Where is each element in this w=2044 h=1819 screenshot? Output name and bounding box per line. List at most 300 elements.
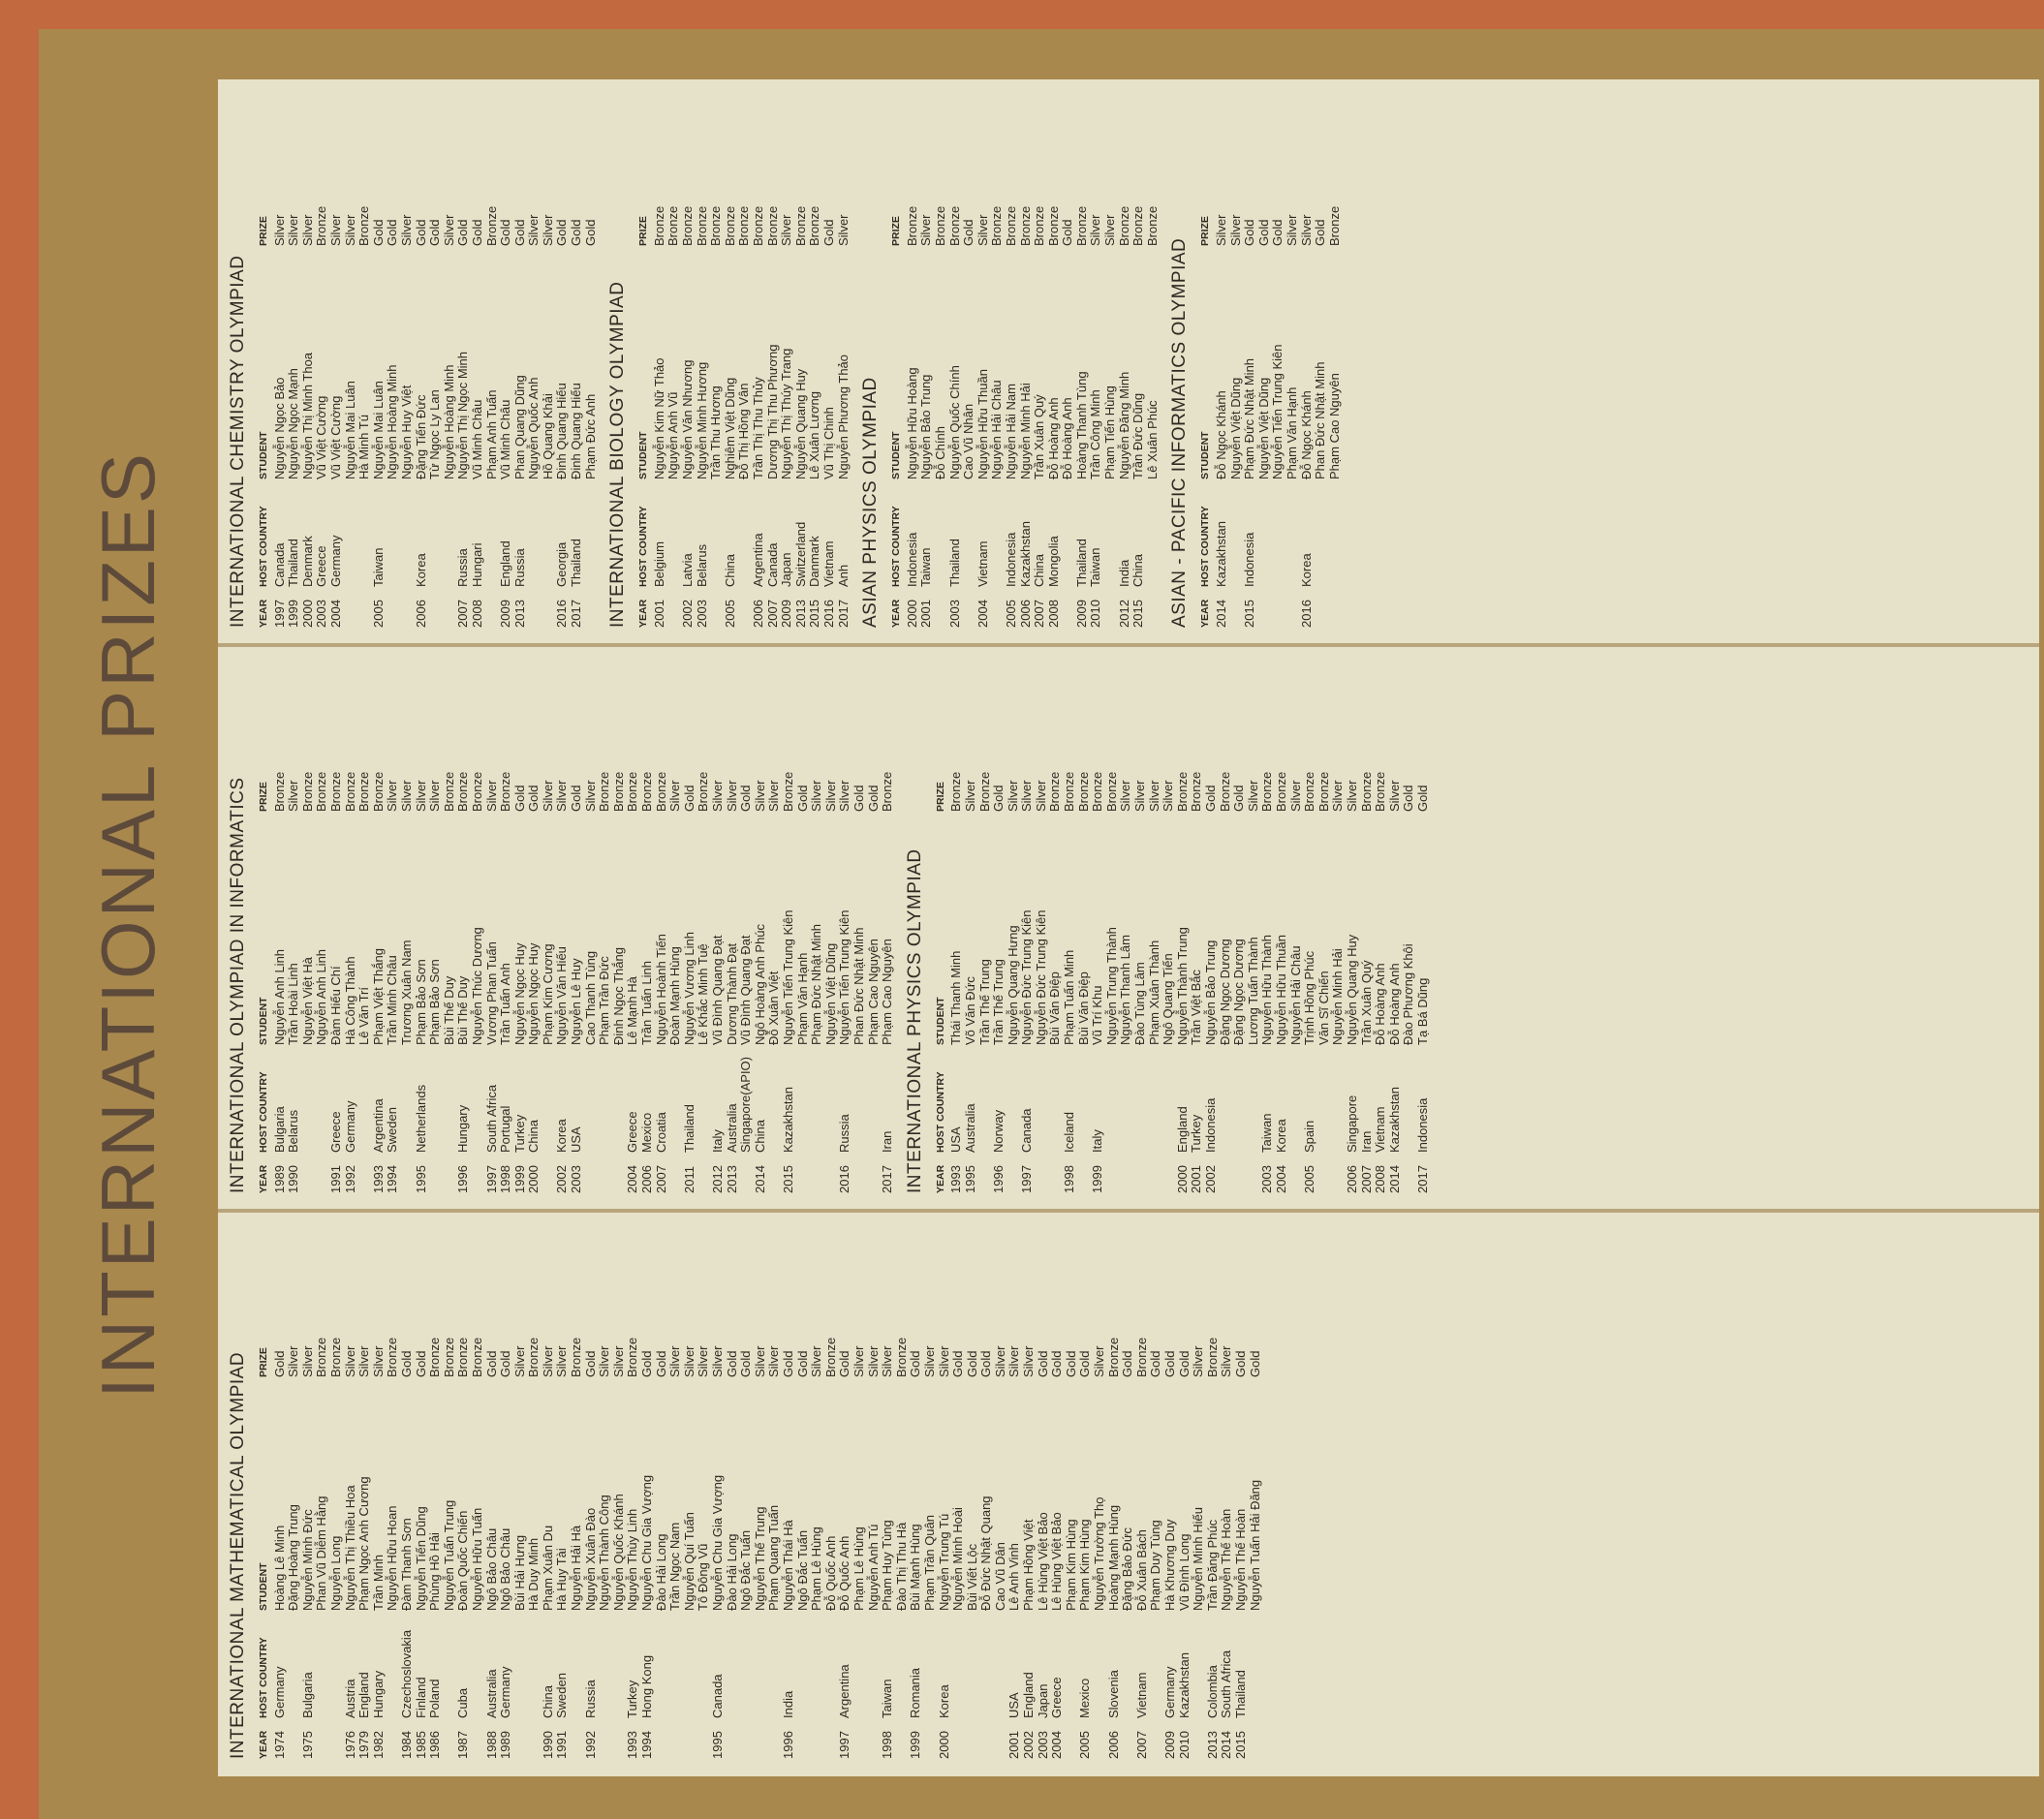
table-row bbox=[570, 748, 584, 1193]
year-cell: 2017 bbox=[835, 600, 851, 628]
table-row bbox=[1061, 182, 1075, 628]
table-row bbox=[895, 1313, 910, 1759]
prize-cell: Silver bbox=[921, 1345, 937, 1377]
table-row bbox=[598, 748, 612, 1193]
student-cell: Nguyễn Minh Hoài bbox=[950, 1507, 966, 1611]
year-cell bbox=[612, 1153, 627, 1193]
prize-cell: Gold bbox=[1231, 785, 1247, 812]
prize-cell: Bronze bbox=[299, 771, 315, 812]
year-cell bbox=[810, 1718, 824, 1759]
host-cell: England bbox=[1021, 1672, 1037, 1718]
host-cell bbox=[1285, 479, 1300, 587]
year-cell bbox=[668, 1153, 683, 1193]
year-cell: 1997 bbox=[271, 600, 287, 628]
year-cell bbox=[287, 1718, 301, 1759]
student-cell: Phạm Bảo Sơn bbox=[427, 959, 443, 1045]
prize-cell: Silver bbox=[441, 214, 456, 246]
host-cell: Vietnam bbox=[1373, 1106, 1388, 1153]
prize-cell: Silver bbox=[597, 1345, 612, 1377]
host-cell: Norway bbox=[991, 1109, 1007, 1153]
year-cell bbox=[867, 1153, 882, 1193]
year-cell bbox=[810, 1153, 824, 1193]
student-cell: Phạm Ngọc Anh Cương bbox=[356, 1476, 372, 1611]
year-cell bbox=[1105, 1153, 1120, 1193]
student-cell: Nguyễn Tiến Dũng bbox=[413, 1506, 428, 1611]
year-cell bbox=[767, 1153, 782, 1193]
student-cell: Nguyễn Đăng Minh bbox=[1116, 371, 1131, 479]
student-cell: Nguyễn Long bbox=[327, 1535, 343, 1611]
student-cell: Nguyễn Quang Hưng bbox=[1005, 925, 1020, 1045]
prize-cell: Gold bbox=[1414, 785, 1430, 812]
year-cell bbox=[584, 1153, 599, 1193]
table-row bbox=[1416, 748, 1431, 1193]
student-cell: Nguyễn Thế Hoàn bbox=[1219, 1508, 1234, 1611]
table-row bbox=[555, 1313, 570, 1759]
student-cell: Nguyễn Quang Huy bbox=[1344, 934, 1359, 1045]
student-cell: Nguyễn Hoàng Minh bbox=[441, 364, 456, 479]
student-cell: Phan Quang Dũng bbox=[511, 375, 527, 479]
year-cell: 1992 bbox=[342, 1165, 357, 1193]
student-cell: Nguyễn Trường Thọ bbox=[1092, 1496, 1107, 1611]
host-cell: USA bbox=[948, 1126, 964, 1153]
host-cell bbox=[400, 1045, 415, 1153]
host-cell bbox=[1314, 479, 1328, 587]
prize-cell: Silver bbox=[554, 1345, 570, 1377]
host-cell: Mexico bbox=[1077, 1678, 1093, 1718]
prize-cell: Silver bbox=[1019, 780, 1035, 812]
table-row bbox=[329, 1313, 344, 1759]
year-cell bbox=[386, 587, 400, 628]
host-cell: Thailand bbox=[1232, 1670, 1248, 1718]
prize-cell: Silver bbox=[1007, 1345, 1022, 1377]
year-cell: 1982 bbox=[370, 1731, 386, 1759]
host-cell bbox=[485, 479, 500, 587]
year-cell bbox=[668, 1718, 683, 1759]
year-cell: 2005 bbox=[1003, 600, 1018, 628]
table-row bbox=[1022, 1313, 1037, 1759]
prize-cell: Gold bbox=[653, 1350, 668, 1377]
host-cell bbox=[344, 479, 358, 587]
year-cell bbox=[1061, 587, 1075, 628]
student-cell: Nguyễn Hải Châu bbox=[989, 380, 1005, 479]
section-ibo bbox=[607, 79, 851, 645]
prize-cell: Gold bbox=[1063, 1350, 1078, 1377]
year-cell bbox=[683, 1718, 697, 1759]
student-cell: Nguyễn Hải Nam bbox=[1003, 384, 1018, 479]
prize-cell: Bronze bbox=[764, 205, 780, 246]
host-cell: Indonesia bbox=[1242, 532, 1257, 587]
table-row bbox=[471, 748, 485, 1193]
table-row bbox=[542, 748, 556, 1193]
table-row bbox=[527, 182, 542, 628]
prize-board bbox=[218, 79, 2039, 1776]
prize-cell: Silver bbox=[962, 780, 977, 812]
year-cell bbox=[428, 587, 443, 628]
host-cell: Belarus bbox=[286, 1109, 301, 1153]
host-cell bbox=[612, 1611, 627, 1718]
student-cell: Phạm Kim Hùng bbox=[1077, 1519, 1093, 1611]
prize-cell: Bronze bbox=[1373, 771, 1388, 812]
table-row bbox=[1192, 1313, 1206, 1759]
student-cell: Đào Thị Thu Hà bbox=[893, 1522, 909, 1611]
year-cell bbox=[400, 1153, 415, 1193]
prize-cell: Gold bbox=[385, 219, 400, 246]
host-cell bbox=[697, 1611, 711, 1718]
student-cell: Nguyễn Hữu Tuấn bbox=[469, 1507, 484, 1611]
student-cell: Trần Minh Châu bbox=[385, 955, 400, 1045]
year-cell: 2007 bbox=[455, 600, 471, 628]
student-cell: Đỗ Chính bbox=[932, 426, 947, 479]
year-cell: 1991 bbox=[554, 1731, 570, 1759]
student-cell: Phạm Việt Thắng bbox=[370, 948, 386, 1045]
prize-cell: Gold bbox=[582, 1350, 598, 1377]
year-cell bbox=[1119, 1153, 1133, 1193]
column-header-host: HOST COUNTRY bbox=[890, 506, 903, 587]
prize-cell: Bronze bbox=[1047, 771, 1063, 812]
host-cell: China bbox=[1130, 554, 1146, 587]
table-row bbox=[301, 748, 316, 1193]
ipho-results-table bbox=[934, 748, 1431, 1193]
prize-cell: Bronze bbox=[1174, 771, 1190, 812]
student-cell: Nguyễn Bảo Trung bbox=[1203, 940, 1218, 1045]
year-cell bbox=[1247, 1153, 1261, 1193]
prize-cell: Bronze bbox=[989, 205, 1005, 246]
student-cell: Phạm Tiến Hùng bbox=[1102, 385, 1118, 479]
year-cell: 1999 bbox=[511, 1165, 527, 1193]
prize-cell: Gold bbox=[681, 785, 697, 812]
host-cell bbox=[443, 1611, 457, 1718]
table-row bbox=[1019, 182, 1034, 628]
host-cell: Romania bbox=[908, 1667, 923, 1718]
host-cell: Thailand bbox=[569, 539, 584, 587]
host-cell bbox=[923, 1611, 938, 1718]
table-row bbox=[990, 182, 1005, 628]
table-row bbox=[344, 1313, 358, 1759]
prize-cell: Bronze bbox=[427, 1337, 443, 1377]
table-row bbox=[782, 1313, 796, 1759]
host-cell: Australia bbox=[724, 1103, 739, 1153]
column-header-prize: PRIZE bbox=[258, 1347, 269, 1377]
host-cell bbox=[1121, 1611, 1135, 1718]
prize-cell: Silver bbox=[835, 214, 851, 246]
student-cell: Bùi Thế Duy bbox=[455, 975, 471, 1045]
host-cell bbox=[994, 1611, 1008, 1718]
table-row bbox=[542, 1313, 556, 1759]
year-cell bbox=[979, 1718, 994, 1759]
year-cell bbox=[1328, 587, 1343, 628]
prize-cell: Bronze bbox=[526, 1337, 542, 1377]
year-cell: 1974 bbox=[271, 1731, 287, 1759]
header-row bbox=[257, 1313, 273, 1759]
year-cell: 2007 bbox=[1358, 1165, 1374, 1193]
host-cell bbox=[1289, 1045, 1304, 1153]
student-cell: Dương Thị Thu Phương bbox=[764, 344, 780, 479]
year-cell: 1993 bbox=[625, 1731, 640, 1759]
host-cell bbox=[767, 1045, 782, 1153]
header-row bbox=[257, 748, 273, 1193]
prize-cell: Bronze bbox=[780, 771, 795, 812]
host-cell: England bbox=[356, 1672, 372, 1718]
host-cell bbox=[810, 1611, 824, 1718]
ibo-title: INTERNATIONAL BIOLOGY OLYMPIAD bbox=[607, 281, 629, 628]
student-cell: Nguyễn Thanh Lâm bbox=[1118, 935, 1133, 1045]
host-cell: Kazakhstan bbox=[1176, 1652, 1192, 1718]
host-cell bbox=[655, 1611, 669, 1718]
prize-cell: Bronze bbox=[1003, 205, 1018, 246]
prize-cell: Silver bbox=[710, 1345, 725, 1377]
table-row bbox=[1331, 748, 1346, 1193]
host-cell: Canada bbox=[764, 542, 780, 587]
table-row bbox=[1063, 748, 1077, 1193]
host-cell: Singapore(APIO) bbox=[738, 1057, 754, 1153]
table-row bbox=[796, 1313, 811, 1759]
prize-cell: Gold bbox=[526, 785, 542, 812]
host-cell bbox=[386, 479, 400, 587]
prize-cell: Gold bbox=[1255, 219, 1271, 246]
prize-cell: Bronze bbox=[483, 205, 499, 246]
prize-cell: Bronze bbox=[948, 771, 964, 812]
student-cell: Phạm Lê Hùng bbox=[851, 1526, 866, 1611]
table-row bbox=[443, 182, 457, 628]
host-cell: Korea bbox=[413, 553, 428, 587]
student-cell: Nguyễn Tiến Trung Kiên bbox=[1270, 344, 1285, 479]
host-cell: Poland bbox=[427, 1679, 443, 1718]
ibo-results-table bbox=[636, 182, 851, 628]
student-cell: Ngô Hoàng Anh Phúc bbox=[752, 923, 767, 1045]
prize-cell: Silver bbox=[710, 780, 725, 812]
prize-cell: Silver bbox=[1219, 1345, 1234, 1377]
prize-cell: Bronze bbox=[314, 205, 329, 246]
host-cell: Belarus bbox=[694, 543, 709, 587]
table-row bbox=[415, 1313, 429, 1759]
prize-cell: Gold bbox=[469, 219, 484, 246]
table-row bbox=[752, 182, 766, 628]
student-cell: Lê Hùng Việt Bảo bbox=[1049, 1512, 1065, 1611]
prize-cell: Bronze bbox=[356, 771, 372, 812]
table-row bbox=[1093, 1313, 1107, 1759]
student-cell: Nguyễn Hải Hà bbox=[569, 1525, 584, 1611]
prize-cell: Gold bbox=[1148, 1350, 1163, 1377]
student-cell: Nguyễn Anh Tú bbox=[865, 1524, 881, 1611]
prize-cell: Bronze bbox=[314, 1337, 329, 1377]
year-cell: 2009 bbox=[1073, 600, 1089, 628]
student-cell: Đinh Quang Hiếu bbox=[569, 383, 584, 479]
host-cell bbox=[1149, 1611, 1163, 1718]
year-cell: 1994 bbox=[639, 1731, 655, 1759]
student-cell: Nguyễn Quốc Anh bbox=[526, 377, 542, 479]
host-cell: Hungary bbox=[370, 1670, 386, 1718]
student-cell: Nguyễn Thị Minh Thoa bbox=[299, 352, 315, 479]
year-cell bbox=[824, 1153, 839, 1193]
year-cell bbox=[1232, 1153, 1247, 1193]
table-row bbox=[951, 1313, 966, 1759]
student-cell: Đàm Thanh Sơn bbox=[398, 1518, 414, 1611]
student-cell: Nguyễn Thúc Dương bbox=[469, 927, 484, 1045]
host-cell: Greece bbox=[314, 545, 329, 587]
host-cell: Cuba bbox=[455, 1687, 471, 1718]
year-cell: 1998 bbox=[880, 1731, 895, 1759]
student-cell: Trịnh Hồng Phúc bbox=[1302, 950, 1317, 1045]
prize-cell: Bronze bbox=[1090, 771, 1105, 812]
table-row bbox=[357, 1313, 372, 1759]
year-cell bbox=[923, 1718, 938, 1759]
prize-cell: Gold bbox=[271, 1350, 287, 1377]
student-cell: Nguyễn Văn Nhương bbox=[680, 359, 696, 479]
host-cell bbox=[301, 1045, 316, 1153]
table-row bbox=[1007, 1313, 1022, 1759]
table-row bbox=[711, 748, 726, 1193]
column-header-student: STUDENT bbox=[258, 997, 269, 1045]
host-cell: Kazakhstan bbox=[1214, 521, 1229, 587]
prize-cell: Silver bbox=[540, 214, 555, 246]
table-row bbox=[301, 182, 316, 628]
table-row bbox=[1374, 748, 1388, 1193]
student-cell: Vũ Minh Châu bbox=[469, 399, 484, 479]
prize-cell: Silver bbox=[385, 780, 400, 812]
student-cell: Lê Xuân Phúc bbox=[1144, 400, 1160, 479]
year-cell: 2016 bbox=[554, 600, 570, 628]
table-row bbox=[766, 182, 781, 628]
student-cell: Vũ Minh Châu bbox=[498, 399, 513, 479]
section-ioi bbox=[228, 645, 895, 1211]
host-cell bbox=[697, 1045, 711, 1153]
prize-cell: Gold bbox=[498, 1350, 513, 1377]
year-cell: 2001 bbox=[918, 600, 934, 628]
year-cell bbox=[485, 587, 500, 628]
host-cell bbox=[598, 1045, 612, 1153]
year-cell: 1996 bbox=[991, 1165, 1007, 1193]
year-cell bbox=[1402, 1153, 1416, 1193]
year-cell: 2015 bbox=[1232, 1731, 1248, 1759]
host-cell: Canada bbox=[1019, 1108, 1035, 1153]
year-cell bbox=[1314, 587, 1328, 628]
student-cell: Ngô Bảo Châu bbox=[483, 1527, 499, 1611]
prize-cell: Bronze bbox=[370, 771, 386, 812]
host-cell: Spain bbox=[1302, 1120, 1317, 1153]
prize-cell: Gold bbox=[950, 1350, 966, 1377]
table-row bbox=[979, 1313, 994, 1759]
year-cell: 2009 bbox=[1162, 1731, 1177, 1759]
year-cell: 2014 bbox=[1219, 1731, 1234, 1759]
table-row bbox=[1402, 748, 1416, 1193]
student-cell: Nguyễn Thế Trung bbox=[752, 1506, 767, 1611]
prize-cell: Bronze bbox=[666, 205, 681, 246]
prize-cell: Bronze bbox=[342, 771, 357, 812]
year-cell: 2015 bbox=[780, 1165, 795, 1193]
student-cell: Đỗ Hoàng Anh bbox=[1386, 963, 1402, 1045]
prize-cell: Bronze bbox=[1302, 771, 1317, 812]
host-cell: Indonesia bbox=[1003, 532, 1018, 587]
table-row bbox=[1048, 748, 1063, 1193]
host-cell bbox=[428, 1045, 443, 1153]
host-cell bbox=[584, 1045, 599, 1153]
table-row bbox=[1243, 182, 1257, 628]
table-row bbox=[584, 182, 599, 628]
prize-cell: Silver bbox=[752, 780, 767, 812]
table-row bbox=[948, 182, 963, 628]
student-cell: Phạm Xuân Thành bbox=[1146, 940, 1161, 1045]
student-cell: Phạm Văn Hạnh bbox=[794, 952, 810, 1045]
prize-cell: Gold bbox=[1401, 785, 1416, 812]
student-cell: Cao Vũ Nhân bbox=[961, 403, 976, 479]
prize-cell: Silver bbox=[1344, 780, 1359, 812]
student-cell: Phạm Trần Đức bbox=[597, 956, 612, 1045]
student-cell: Bùi Văn Điệp bbox=[1047, 971, 1063, 1045]
table-row bbox=[796, 748, 811, 1193]
prize-cell: Silver bbox=[1005, 780, 1020, 812]
student-cell: Nguyễn Ngọc Mạnh bbox=[286, 368, 301, 479]
prize-cell: Bronze bbox=[696, 771, 711, 812]
table-row bbox=[513, 748, 528, 1193]
student-cell: Vũ Đình Quang Đạt bbox=[738, 935, 754, 1045]
year-cell bbox=[471, 1153, 485, 1193]
table-row bbox=[626, 1313, 640, 1759]
host-cell bbox=[357, 479, 372, 587]
header-row bbox=[1198, 182, 1215, 628]
table-row bbox=[344, 182, 358, 628]
prize-cell: Gold bbox=[455, 219, 471, 246]
prize-cell: Silver bbox=[1227, 214, 1243, 246]
year-cell bbox=[737, 587, 752, 628]
column-header-student: STUDENT bbox=[258, 1562, 269, 1611]
prize-cell: Silver bbox=[1285, 214, 1299, 246]
student-cell: Hoàng Thanh Tùng bbox=[1073, 371, 1089, 479]
year-cell bbox=[400, 587, 415, 628]
table-row bbox=[1091, 748, 1105, 1193]
table-row bbox=[881, 1313, 895, 1759]
table-row bbox=[1148, 748, 1162, 1193]
host-cell: Thailand bbox=[946, 539, 962, 587]
year-cell: 2014 bbox=[1386, 1165, 1402, 1193]
year-cell: 1984 bbox=[398, 1731, 414, 1759]
host-cell bbox=[287, 1611, 301, 1718]
student-cell: Hà Công Thành bbox=[342, 956, 357, 1045]
column-header-year: YEAR bbox=[258, 1730, 269, 1759]
year-cell: 2006 bbox=[751, 600, 765, 628]
year-cell bbox=[1148, 1153, 1162, 1193]
table-row bbox=[1204, 748, 1219, 1193]
student-cell: Đinh Quang Hiếu bbox=[554, 383, 570, 479]
host-cell bbox=[1093, 1611, 1107, 1718]
column-header-year: YEAR bbox=[637, 599, 650, 628]
year-cell: 2014 bbox=[1214, 600, 1229, 628]
prize-cell: Bronze bbox=[441, 771, 456, 812]
student-cell: Phạm Đức Nhật Minh bbox=[809, 923, 824, 1045]
host-cell bbox=[1271, 479, 1285, 587]
year-cell: 2000 bbox=[936, 1731, 951, 1759]
student-cell: Phan Đức Nhật Minh bbox=[851, 927, 866, 1045]
host-cell: England bbox=[498, 540, 513, 587]
host-cell bbox=[443, 479, 457, 587]
student-cell: Đỗ Hoàng Anh bbox=[1373, 963, 1388, 1045]
imo-title: INTERNATIONAL MATHEMATICAL OLYMPIAD bbox=[228, 1351, 248, 1759]
table-row bbox=[555, 748, 570, 1193]
table-row bbox=[273, 182, 288, 628]
prize-cell: Bronze bbox=[932, 205, 947, 246]
student-cell: Phạm Hồng Việt bbox=[1021, 1519, 1037, 1611]
prize-cell: Bronze bbox=[327, 1337, 343, 1377]
column-header-prize: PRIZE bbox=[258, 216, 269, 246]
table-row bbox=[711, 1313, 726, 1759]
prize-cell: Bronze bbox=[680, 205, 696, 246]
table-row bbox=[824, 1313, 839, 1759]
prize-cell: Silver bbox=[752, 1345, 767, 1377]
year-cell bbox=[1229, 587, 1244, 628]
table-row bbox=[794, 182, 809, 628]
ipho-title: INTERNATIONAL PHYSICS OLYMPIAD bbox=[904, 848, 925, 1193]
student-cell: Phạm Anh Tuấn bbox=[483, 389, 499, 479]
student-cell: Phạm Bảo Sơn bbox=[413, 959, 428, 1045]
